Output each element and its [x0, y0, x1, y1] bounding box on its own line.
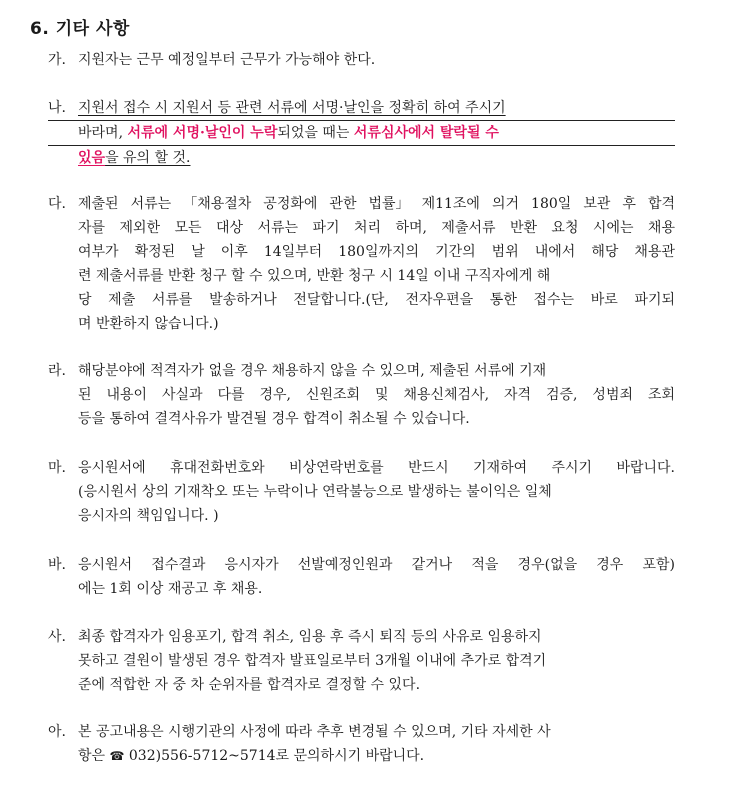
item-text-line: 에는 1회 이상 재공고 후 채용.	[78, 581, 263, 597]
item-text-line: 자를 제외한 모든 대상 서류는 파기 처리 하며, 제출서류 반환 요청 시에는 채용	[78, 220, 675, 236]
item-text-line: 응시원서 접수결과 응시자가 선발예정인원과 같거나 적을 경우(없을 경우 포함)	[78, 557, 675, 573]
emphasis-text: 있음	[78, 150, 106, 166]
section-heading: 6. 기타 사항	[30, 19, 130, 39]
telephone-icon: ☎	[109, 749, 125, 763]
emphasis-text: 서류에 서명·날인이 누락	[127, 125, 278, 141]
item-text-line: 최종 합격자가 임용포기, 합격 취소, 임용 후 즉시 퇴직 등의 사유로 임용하지	[78, 629, 542, 645]
item-marker: 가.	[48, 52, 66, 68]
item-marker: 라.	[48, 363, 66, 379]
item-sa	[48, 625, 675, 697]
item-text: 을 유의 할 것.	[105, 150, 191, 166]
item-da	[48, 192, 675, 336]
item-marker: 다.	[48, 196, 66, 212]
item-text-line: 며 반환하지 않습니다.)	[78, 316, 219, 332]
item-text: 032)556-5712~5714로 문의하시기 바랍니다.	[124, 748, 425, 764]
item-text-line: (응시원서 상의 기재착오 또는 누락이나 연락불능으로 발생하는 불이익은 일체	[78, 484, 552, 500]
item-text-line: 못하고 결원이 발생된 경우 합격자 발표일로부터 3개월 이내에 추가로 합격기	[78, 653, 547, 669]
item-marker: 마.	[48, 460, 66, 476]
item-marker: 바.	[48, 557, 66, 573]
item-text: 지원자는 근무 예정일부터 근무가 가능해야 한다.	[78, 52, 376, 68]
item-text-line: 당 제출 서류를 발송하거나 전달합니다.(단, 전자우편을 통한 접수는 바로 파기되	[78, 292, 675, 308]
item-text-line: 해당분야에 적격자가 없을 경우 채용하지 않을 수 있으며, 제출된 서류에 기재	[78, 363, 547, 379]
item-ma	[48, 456, 675, 528]
item-a	[48, 720, 675, 768]
item-marker: 아.	[48, 724, 66, 740]
item-text-line: 지원서 접수 시 지원서 등 관련 서류에 서명·날인을 정확히 하여 주시기	[78, 100, 506, 116]
item-ra	[48, 359, 675, 431]
item-na	[48, 96, 675, 170]
item-ga	[48, 48, 675, 72]
item-text-line: 등을 통하여 결격사유가 발견될 경우 합격이 취소될 수 있습니다.	[78, 411, 470, 427]
item-text: 항은	[78, 748, 110, 764]
item-text-line: 준에 적합한 자 중 차 순위자를 합격자로 결정할 수 있다.	[78, 677, 421, 693]
item-text-line: 된 내용이 사실과 다를 경우, 신원조회 및 채용신체검사, 자격 검증, 성범죄 조회	[78, 387, 675, 403]
item-text-line: 제출된 서류는 「채용절차 공정화에 관한 법률」 제11조에 의거 180일 보관 후 합격	[78, 196, 675, 212]
item-marker: 사.	[48, 629, 66, 645]
item-marker: 나.	[48, 100, 66, 116]
item-text-line: 응시자의 책임입니다. )	[78, 508, 219, 524]
item-text-line: 응시원서에 휴대전화번호와 비상연락번호를 반드시 기재하여 주시기 바랍니다.	[78, 460, 675, 476]
item-text-line: 본 공고내용은 시행기관의 사정에 따라 추후 변경될 수 있으며, 기타 자세한 사	[78, 724, 551, 740]
item-text: 되었을 때는	[277, 125, 354, 141]
item-ba	[48, 553, 675, 601]
item-text-line: 여부가 확정된 날 이후 14일부터 180일까지의 기간의 범위 내에서 해당 채용관	[78, 244, 675, 260]
emphasis-text: 서류심사에서 탈락될 수	[353, 125, 499, 141]
item-text-line: 련 제출서류를 반환 청구 할 수 있으며, 반환 청구 시 14일 이내 구직자에게 해	[78, 268, 551, 284]
item-text: 바라며,	[78, 125, 128, 141]
